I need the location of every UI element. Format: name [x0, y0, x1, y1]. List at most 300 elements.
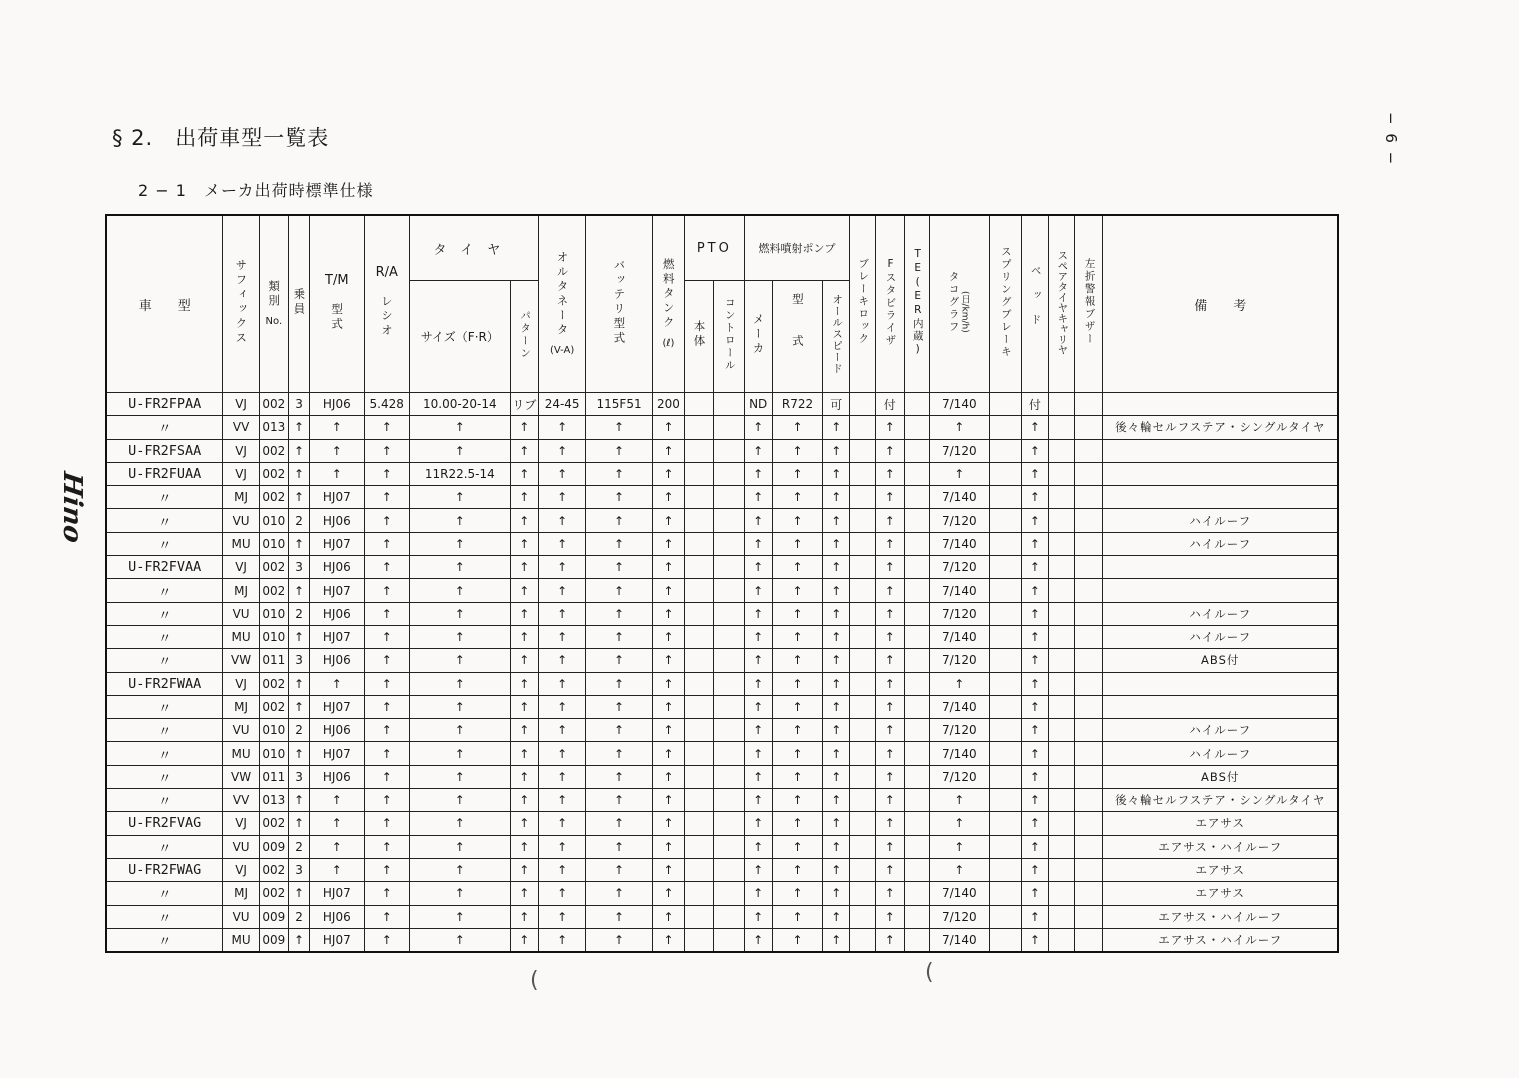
tacho-cell: 7/120 — [930, 649, 989, 672]
tire-pattern-cell: ↑ — [510, 765, 538, 788]
model-cell: 〃 — [106, 625, 223, 648]
tire-pattern-cell: ↑ — [510, 509, 538, 532]
brake-lock-cell — [850, 462, 875, 485]
suffix-cell: VJ — [223, 439, 259, 462]
suffix-cell: VV — [223, 416, 259, 439]
alternator-cell: ↑ — [538, 649, 585, 672]
tm-cell: ↑ — [310, 439, 364, 462]
tm-cell: HJ07 — [310, 742, 364, 765]
pump-maker-cell: ↑ — [744, 672, 772, 695]
bed-cell: ↑ — [1021, 509, 1048, 532]
te-cell — [904, 532, 929, 555]
pto-control-cell — [714, 532, 744, 555]
turn-buzzer-cell — [1075, 789, 1103, 812]
spare-carrier-cell — [1049, 649, 1075, 672]
remarks-cell: ABS付 — [1103, 765, 1338, 788]
turn-buzzer-cell — [1075, 556, 1103, 579]
pump-type-cell: ↑ — [772, 439, 822, 462]
tacho-cell: 7/120 — [930, 905, 989, 928]
pto-control-cell — [714, 742, 744, 765]
te-cell — [904, 905, 929, 928]
brake-lock-cell — [850, 649, 875, 672]
pump-maker-cell: ↑ — [744, 462, 772, 485]
te-cell — [904, 835, 929, 858]
spare-carrier-cell — [1049, 882, 1075, 905]
pump-type-cell: ↑ — [772, 579, 822, 602]
tacho-cell: ↑ — [930, 789, 989, 812]
pto-body-cell — [685, 579, 714, 602]
header-pto: PTO — [685, 215, 744, 281]
pto-control-cell — [714, 649, 744, 672]
battery-cell: ↑ — [586, 858, 653, 881]
battery-cell: ↑ — [586, 649, 653, 672]
class-no-cell: 010 — [259, 532, 288, 555]
spring-brake-cell — [989, 789, 1021, 812]
alternator-cell: ↑ — [538, 532, 585, 555]
class-no-cell: 002 — [259, 882, 288, 905]
f-stabilizer-cell: ↑ — [875, 416, 904, 439]
spare-carrier-cell — [1049, 719, 1075, 742]
pto-body-cell — [685, 439, 714, 462]
pump-maker-cell: ↑ — [744, 556, 772, 579]
fuel-tank-cell: ↑ — [652, 742, 684, 765]
pto-control-cell — [714, 556, 744, 579]
header-alternator: オルタネータ (V-A) — [538, 215, 585, 393]
pump-maker-cell: ↑ — [744, 719, 772, 742]
pump-type-cell: ↑ — [772, 625, 822, 648]
tm-cell: HJ07 — [310, 882, 364, 905]
tire-size-cell: ↑ — [409, 695, 510, 718]
te-cell — [904, 556, 929, 579]
seats-cell: 2 — [288, 905, 309, 928]
pump-allspeed-cell: ↑ — [823, 789, 850, 812]
pto-body-cell — [685, 649, 714, 672]
bed-cell: ↑ — [1021, 719, 1048, 742]
bed-cell: ↑ — [1021, 858, 1048, 881]
tacho-cell: 7/120 — [930, 439, 989, 462]
table-row — [106, 579, 1338, 602]
alternator-cell: ↑ — [538, 672, 585, 695]
battery-cell: ↑ — [586, 579, 653, 602]
tire-size-cell: ↑ — [409, 812, 510, 835]
remarks-cell: エアサス・ハイルーフ — [1103, 928, 1338, 952]
alternator-cell: ↑ — [538, 765, 585, 788]
tm-cell: HJ06 — [310, 602, 364, 625]
table-row — [106, 393, 1338, 416]
suffix-cell: VJ — [223, 393, 259, 416]
pto-body-cell — [685, 742, 714, 765]
battery-cell: ↑ — [586, 509, 653, 532]
alternator-cell: ↑ — [538, 556, 585, 579]
pump-type-cell: ↑ — [772, 928, 822, 952]
class-no-cell: 002 — [259, 812, 288, 835]
battery-cell: ↑ — [586, 532, 653, 555]
model-cell: 〃 — [106, 695, 223, 718]
spring-brake-cell — [989, 905, 1021, 928]
battery-cell: ↑ — [586, 905, 653, 928]
tire-pattern-cell: ↑ — [510, 905, 538, 928]
seats-cell: ↑ — [288, 462, 309, 485]
pump-maker-cell: ↑ — [744, 416, 772, 439]
class-no-cell: 002 — [259, 695, 288, 718]
seats-cell: ↑ — [288, 742, 309, 765]
bed-cell: ↑ — [1021, 882, 1048, 905]
pump-type-cell: ↑ — [772, 462, 822, 485]
tm-cell: HJ07 — [310, 695, 364, 718]
pto-control-cell — [714, 462, 744, 485]
spring-brake-cell — [989, 835, 1021, 858]
pump-allspeed-cell: ↑ — [823, 765, 850, 788]
pump-type-cell: ↑ — [772, 532, 822, 555]
te-cell — [904, 602, 929, 625]
model-cell: 〃 — [106, 905, 223, 928]
tm-cell: HJ06 — [310, 509, 364, 532]
battery-cell: ↑ — [586, 789, 653, 812]
bed-cell: ↑ — [1021, 462, 1048, 485]
pto-body-cell — [685, 695, 714, 718]
te-cell — [904, 719, 929, 742]
ra-cell: ↑ — [364, 439, 409, 462]
bed-cell: ↑ — [1021, 835, 1048, 858]
ra-cell: ↑ — [364, 928, 409, 952]
header-pto-body: 本体 — [685, 281, 714, 393]
pto-control-cell — [714, 416, 744, 439]
spare-carrier-cell — [1049, 905, 1075, 928]
pump-type-cell: ↑ — [772, 509, 822, 532]
ra-cell: 5.428 — [364, 393, 409, 416]
table-row — [106, 486, 1338, 509]
pump-maker-cell: ↑ — [744, 486, 772, 509]
ra-cell: ↑ — [364, 882, 409, 905]
pump-allspeed-cell: ↑ — [823, 509, 850, 532]
tm-cell: HJ06 — [310, 556, 364, 579]
tacho-cell: ↑ — [930, 672, 989, 695]
f-stabilizer-cell: ↑ — [875, 905, 904, 928]
suffix-cell: VU — [223, 719, 259, 742]
tire-size-cell: ↑ — [409, 765, 510, 788]
header-remarks: 備 考 — [1103, 215, 1338, 393]
class-no-cell: 002 — [259, 579, 288, 602]
turn-buzzer-cell — [1075, 928, 1103, 952]
pump-type-cell: ↑ — [772, 812, 822, 835]
tm-cell: HJ06 — [310, 649, 364, 672]
pump-type-cell: ↑ — [772, 486, 822, 509]
remarks-cell — [1103, 579, 1338, 602]
pump-type-cell: ↑ — [772, 905, 822, 928]
battery-cell: ↑ — [586, 439, 653, 462]
f-stabilizer-cell: ↑ — [875, 602, 904, 625]
table-row — [106, 905, 1338, 928]
header-suffix: サフィックス — [223, 215, 259, 393]
spare-carrier-cell — [1049, 789, 1075, 812]
tacho-cell: 7/120 — [930, 765, 989, 788]
tacho-cell: 7/140 — [930, 579, 989, 602]
pump-allspeed-cell: ↑ — [823, 928, 850, 952]
tm-cell: ↑ — [310, 812, 364, 835]
f-stabilizer-cell: ↑ — [875, 486, 904, 509]
punch-mark: ( — [530, 968, 539, 993]
f-stabilizer-cell: ↑ — [875, 579, 904, 602]
fuel-tank-cell: ↑ — [652, 509, 684, 532]
tacho-cell: 7/120 — [930, 602, 989, 625]
pump-type-cell: ↑ — [772, 416, 822, 439]
f-stabilizer-cell: ↑ — [875, 695, 904, 718]
seats-cell: 2 — [288, 602, 309, 625]
pump-allspeed-cell: ↑ — [823, 858, 850, 881]
tacho-cell: ↑ — [930, 812, 989, 835]
header-bed: ベッド — [1021, 215, 1048, 393]
table-row — [106, 858, 1338, 881]
fuel-tank-cell: ↑ — [652, 812, 684, 835]
pump-maker-cell: ↑ — [744, 649, 772, 672]
fuel-tank-cell: ↑ — [652, 602, 684, 625]
class-no-cell: 002 — [259, 672, 288, 695]
remarks-cell: エアサス・ハイルーフ — [1103, 905, 1338, 928]
tacho-cell: 7/140 — [930, 532, 989, 555]
seats-cell: ↑ — [288, 928, 309, 952]
brake-lock-cell — [850, 602, 875, 625]
tire-pattern-cell: ↑ — [510, 579, 538, 602]
f-stabilizer-cell: ↑ — [875, 719, 904, 742]
ra-cell: ↑ — [364, 602, 409, 625]
brake-lock-cell — [850, 393, 875, 416]
brake-lock-cell — [850, 928, 875, 952]
te-cell — [904, 672, 929, 695]
table-row — [106, 765, 1338, 788]
pump-type-cell: ↑ — [772, 789, 822, 812]
header-brake-lock: ブレーキロック — [850, 215, 875, 393]
spring-brake-cell — [989, 579, 1021, 602]
brake-lock-cell — [850, 789, 875, 812]
pto-control-cell — [714, 579, 744, 602]
model-cell: 〃 — [106, 416, 223, 439]
remarks-cell: ABS付 — [1103, 649, 1338, 672]
tm-cell: ↑ — [310, 789, 364, 812]
table-row — [106, 812, 1338, 835]
fuel-tank-cell: ↑ — [652, 789, 684, 812]
bed-cell: ↑ — [1021, 579, 1048, 602]
seats-cell: ↑ — [288, 439, 309, 462]
model-cell: U-FR2FPAA — [106, 393, 223, 416]
table-row — [106, 532, 1338, 555]
turn-buzzer-cell — [1075, 649, 1103, 672]
pto-body-cell — [685, 928, 714, 952]
model-cell: 〃 — [106, 602, 223, 625]
pto-body-cell — [685, 882, 714, 905]
spring-brake-cell — [989, 928, 1021, 952]
tire-size-cell: ↑ — [409, 719, 510, 742]
suffix-cell: MU — [223, 625, 259, 648]
table-row — [106, 625, 1338, 648]
class-no-cell: 002 — [259, 556, 288, 579]
ra-cell: ↑ — [364, 649, 409, 672]
remarks-cell — [1103, 556, 1338, 579]
remarks-cell: 後々輪セルフステア・シングルタイヤ — [1103, 789, 1338, 812]
tm-cell: ↑ — [310, 672, 364, 695]
suffix-cell: VV — [223, 789, 259, 812]
pump-maker-cell: ↑ — [744, 532, 772, 555]
alternator-cell: ↑ — [538, 835, 585, 858]
spring-brake-cell — [989, 765, 1021, 788]
bed-cell: ↑ — [1021, 765, 1048, 788]
table-row — [106, 416, 1338, 439]
tacho-cell: 7/140 — [930, 882, 989, 905]
battery-cell: ↑ — [586, 486, 653, 509]
tm-cell: ↑ — [310, 416, 364, 439]
bed-cell: ↑ — [1021, 625, 1048, 648]
tire-size-cell: ↑ — [409, 789, 510, 812]
suffix-cell: MU — [223, 928, 259, 952]
class-no-cell: 011 — [259, 765, 288, 788]
class-no-cell: 010 — [259, 719, 288, 742]
tire-pattern-cell: ↑ — [510, 835, 538, 858]
brake-lock-cell — [850, 882, 875, 905]
pump-maker-cell: ↑ — [744, 695, 772, 718]
spring-brake-cell — [989, 509, 1021, 532]
tm-cell: HJ07 — [310, 532, 364, 555]
tm-cell: ↑ — [310, 835, 364, 858]
bed-cell: ↑ — [1021, 789, 1048, 812]
spare-carrier-cell — [1049, 602, 1075, 625]
alternator-cell: ↑ — [538, 695, 585, 718]
pto-body-cell — [685, 462, 714, 485]
remarks-cell — [1103, 486, 1338, 509]
pump-allspeed-cell: ↑ — [823, 602, 850, 625]
model-cell: U-FR2FSAA — [106, 439, 223, 462]
spring-brake-cell — [989, 602, 1021, 625]
table-row — [106, 835, 1338, 858]
header-pump-allspeed: オールスピード — [823, 281, 850, 393]
spring-brake-cell — [989, 649, 1021, 672]
spring-brake-cell — [989, 882, 1021, 905]
ra-cell: ↑ — [364, 835, 409, 858]
pto-control-cell — [714, 882, 744, 905]
pto-body-cell — [685, 672, 714, 695]
pump-maker-cell: ND — [744, 393, 772, 416]
ra-cell: ↑ — [364, 719, 409, 742]
turn-buzzer-cell — [1075, 695, 1103, 718]
alternator-cell: ↑ — [538, 416, 585, 439]
fuel-tank-cell: ↑ — [652, 882, 684, 905]
remarks-cell: ハイルーフ — [1103, 509, 1338, 532]
pto-body-cell — [685, 789, 714, 812]
tire-size-cell: ↑ — [409, 486, 510, 509]
spare-carrier-cell — [1049, 672, 1075, 695]
te-cell — [904, 509, 929, 532]
spring-brake-cell — [989, 812, 1021, 835]
pto-control-cell — [714, 765, 744, 788]
turn-buzzer-cell — [1075, 509, 1103, 532]
tire-size-cell: ↑ — [409, 439, 510, 462]
ra-cell: ↑ — [364, 416, 409, 439]
class-no-cell: 010 — [259, 625, 288, 648]
header-te: TE(ER内蔵) — [904, 215, 929, 393]
model-cell: U-FR2FWAG — [106, 858, 223, 881]
ra-cell: ↑ — [364, 789, 409, 812]
fuel-tank-cell: ↑ — [652, 719, 684, 742]
pto-body-cell — [685, 416, 714, 439]
class-no-cell: 009 — [259, 928, 288, 952]
remarks-cell: ハイルーフ — [1103, 532, 1338, 555]
pump-allspeed-cell: 可 — [823, 393, 850, 416]
seats-cell: ↑ — [288, 812, 309, 835]
te-cell — [904, 765, 929, 788]
tm-cell: HJ06 — [310, 905, 364, 928]
table-row — [106, 882, 1338, 905]
f-stabilizer-cell: ↑ — [875, 649, 904, 672]
f-stabilizer-cell: 付 — [875, 393, 904, 416]
f-stabilizer-cell: ↑ — [875, 928, 904, 952]
pump-maker-cell: ↑ — [744, 882, 772, 905]
hino-logo: Hino — [57, 469, 87, 545]
seats-cell: 3 — [288, 858, 309, 881]
model-cell: U-FR2FUAA — [106, 462, 223, 485]
brake-lock-cell — [850, 742, 875, 765]
pto-body-cell — [685, 393, 714, 416]
battery-cell: 115F51 — [586, 393, 653, 416]
seats-cell: ↑ — [288, 882, 309, 905]
header-spring-brake: スプリングブレーキ — [989, 215, 1021, 393]
seats-cell: ↑ — [288, 579, 309, 602]
spare-carrier-cell — [1049, 742, 1075, 765]
pto-body-cell — [685, 905, 714, 928]
pump-maker-cell: ↑ — [744, 858, 772, 881]
bed-cell: ↑ — [1021, 486, 1048, 509]
brake-lock-cell — [850, 486, 875, 509]
tire-pattern-cell: ↑ — [510, 928, 538, 952]
ra-cell: ↑ — [364, 486, 409, 509]
brake-lock-cell — [850, 556, 875, 579]
ra-cell: ↑ — [364, 905, 409, 928]
pto-body-cell — [685, 532, 714, 555]
suffix-cell: VU — [223, 509, 259, 532]
pto-control-cell — [714, 672, 744, 695]
pump-allspeed-cell: ↑ — [823, 439, 850, 462]
class-no-cell: 009 — [259, 835, 288, 858]
tacho-cell: 7/120 — [930, 719, 989, 742]
spring-brake-cell — [989, 486, 1021, 509]
turn-buzzer-cell — [1075, 393, 1103, 416]
header-battery: バッテリ型式 — [586, 215, 653, 393]
ra-cell: ↑ — [364, 532, 409, 555]
turn-buzzer-cell — [1075, 858, 1103, 881]
spare-carrier-cell — [1049, 928, 1075, 952]
ra-cell: ↑ — [364, 695, 409, 718]
seats-cell: 2 — [288, 509, 309, 532]
tire-size-cell: ↑ — [409, 649, 510, 672]
f-stabilizer-cell: ↑ — [875, 835, 904, 858]
class-no-cell: 013 — [259, 789, 288, 812]
class-no-cell: 010 — [259, 509, 288, 532]
pto-control-cell — [714, 625, 744, 648]
te-cell — [904, 625, 929, 648]
turn-buzzer-cell — [1075, 812, 1103, 835]
fuel-tank-cell: ↑ — [652, 625, 684, 648]
te-cell — [904, 416, 929, 439]
f-stabilizer-cell: ↑ — [875, 882, 904, 905]
pump-maker-cell: ↑ — [744, 905, 772, 928]
seats-cell: ↑ — [288, 789, 309, 812]
seats-cell: ↑ — [288, 486, 309, 509]
suffix-cell: VJ — [223, 556, 259, 579]
tm-cell: ↑ — [310, 858, 364, 881]
header-f-stabilizer: Fスタビライザ — [875, 215, 904, 393]
pump-allspeed-cell: ↑ — [823, 882, 850, 905]
pump-allspeed-cell: ↑ — [823, 649, 850, 672]
te-cell — [904, 649, 929, 672]
table-row — [106, 509, 1338, 532]
f-stabilizer-cell: ↑ — [875, 439, 904, 462]
